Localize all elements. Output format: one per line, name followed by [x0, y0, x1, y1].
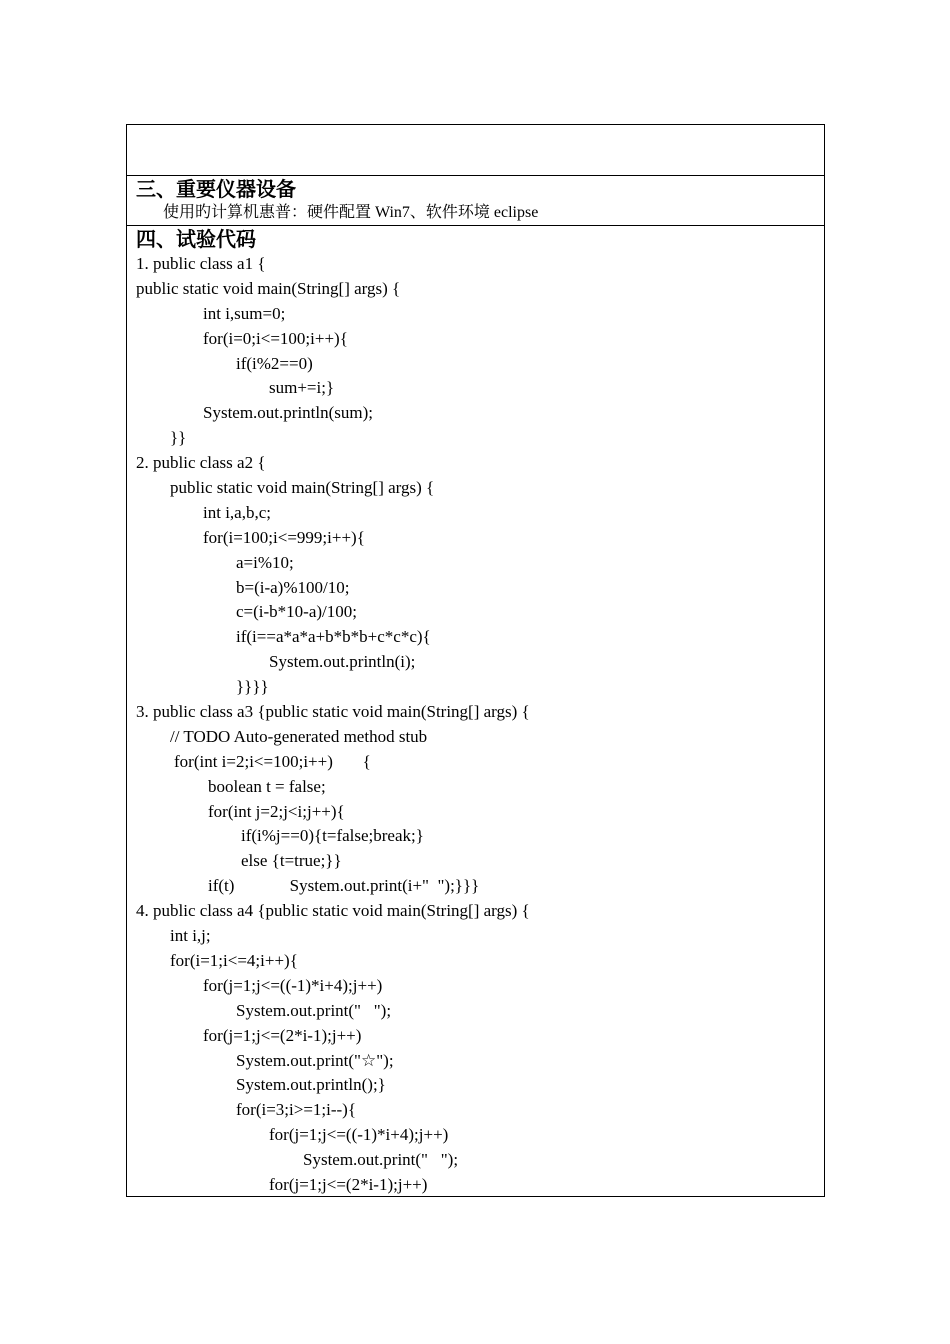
code-line: }}}}	[236, 677, 269, 697]
equipment-section	[127, 176, 824, 226]
code-section	[127, 226, 824, 1198]
code-line: for(j=1;j<=(2*i-1);j++)	[269, 1174, 428, 1194]
code-line: for(i=1;i<=4;i++){	[170, 950, 298, 970]
code-line: System.out.print(" ");	[303, 1150, 459, 1170]
code-line: }}	[170, 428, 187, 448]
section-4-heading: 四、试验代码	[136, 227, 256, 251]
code-line: System.out.println();}	[236, 1075, 386, 1095]
code-line: boolean t = false;	[208, 776, 326, 796]
code-line: for(i=100;i<=999;i++){	[203, 527, 365, 547]
equipment-description: 使用旳计算机惠普：硬件配置 Win7、软件环境 eclipse	[163, 204, 539, 221]
code-line: c=(i-b*10-a)/100;	[236, 602, 357, 622]
code-line: if(i%2==0)	[236, 353, 313, 373]
code-line: sum+=i;}	[269, 378, 335, 398]
code-line: public static void main(String[] args) {	[136, 278, 401, 298]
code-line: for(int j=2;j<i;j++){	[208, 801, 345, 821]
code-line: System.out.println(sum);	[203, 403, 373, 423]
code-line: else {t=true;}}	[241, 851, 342, 871]
code-line: // TODO Auto-generated method stub	[170, 726, 428, 746]
code-line: System.out.println(i);	[269, 652, 416, 672]
code-line: if(i%j==0){t=false;break;}	[241, 826, 424, 846]
code-listing	[127, 252, 824, 1198]
document-table	[126, 124, 825, 1197]
empty-row	[127, 125, 824, 176]
code-line: for(j=1;j<=(2*i-1);j++)	[203, 1025, 362, 1045]
code-line: a=i%10;	[236, 552, 294, 572]
code-line: int i,j;	[170, 926, 211, 946]
section-3-heading: 三、重要仪器设备	[136, 177, 296, 201]
code-line: for(int i=2;i<=100;i++) {	[174, 751, 371, 771]
code-line: for(i=3;i>=1;i--){	[236, 1100, 357, 1120]
code-line: 1. public class a1 {	[136, 254, 266, 273]
code-line: if(t) System.out.print(i+" ");}}}	[208, 876, 480, 896]
code-line: 4. public class a4 {public static void main(String[] args) {	[136, 901, 530, 921]
code-line: for(j=1;j<=((-1)*i+4);j++)	[203, 975, 383, 995]
code-line: 2. public class a2 {	[136, 453, 266, 473]
code-line: if(i==a*a*a+b*b*b+c*c*c){	[236, 627, 431, 647]
code-line: System.out.print("☆");	[236, 1050, 394, 1070]
code-line: public static void main(String[] args) {	[170, 478, 435, 498]
code-line: int i,sum=0;	[203, 303, 286, 323]
code-line: b=(i-a)%100/10;	[236, 577, 350, 597]
code-line: for(i=0;i<=100;i++){	[203, 328, 348, 348]
code-line: int i,a,b,c;	[203, 502, 271, 522]
code-line: 3. public class a3 {public static void main(String[] args) {	[136, 702, 530, 722]
code-line: System.out.print(" ");	[236, 1000, 392, 1020]
code-line: for(j=1;j<=((-1)*i+4);j++)	[269, 1125, 449, 1145]
